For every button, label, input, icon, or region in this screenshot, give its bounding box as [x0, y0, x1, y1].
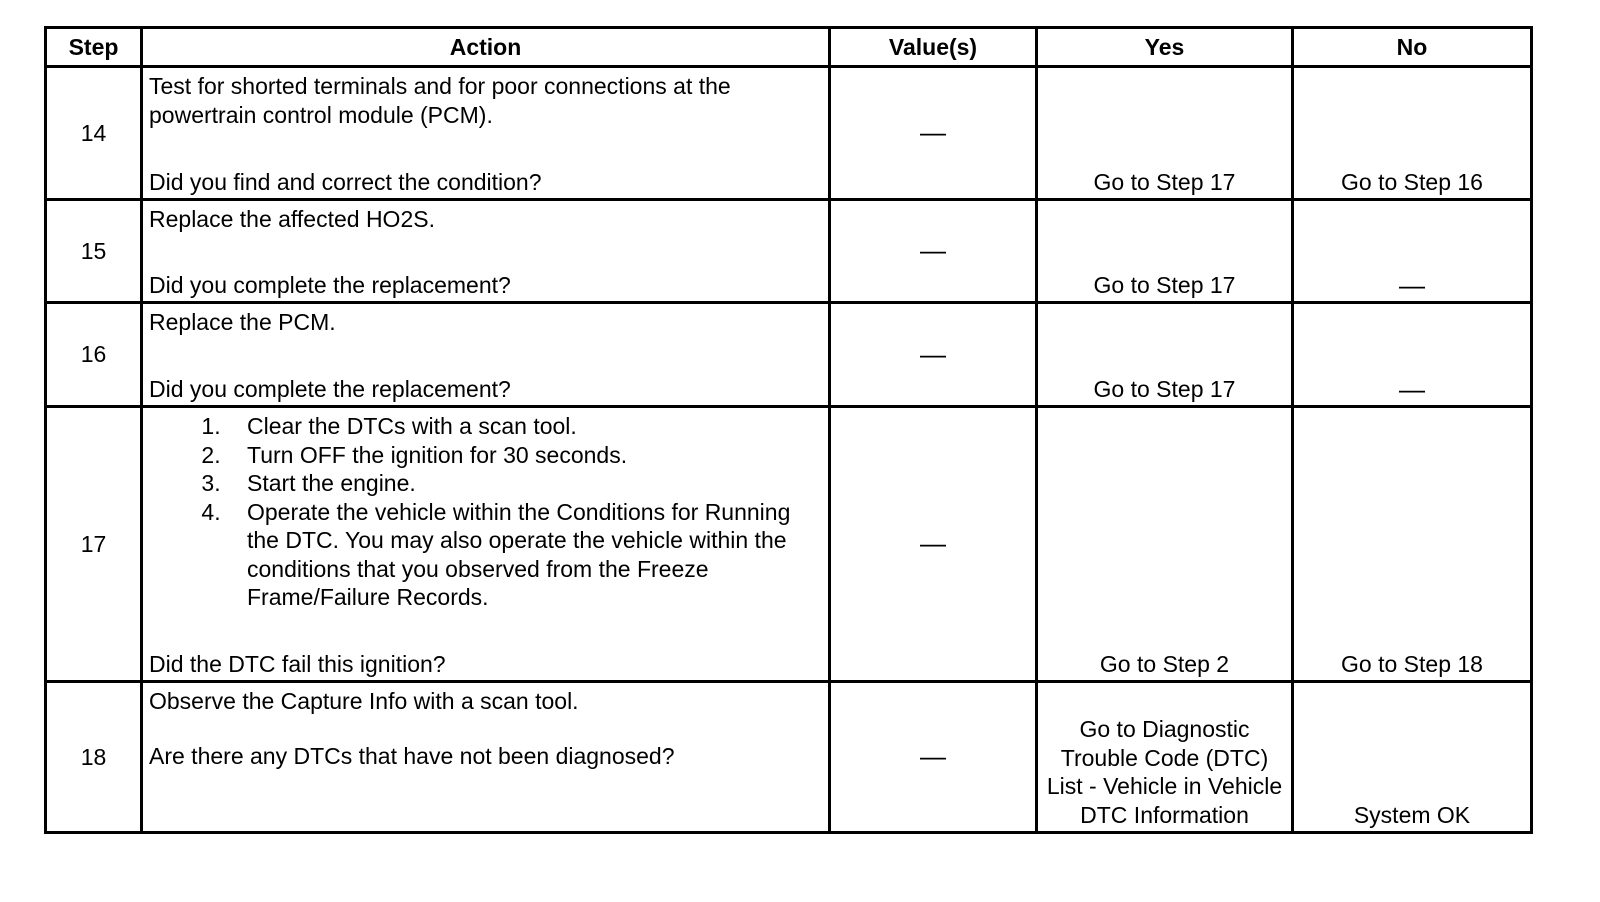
value-dash: — [920, 235, 946, 266]
no-cell [1293, 682, 1532, 833]
value-cell [830, 200, 1037, 303]
value-dash: — [920, 741, 946, 772]
diagnostic-table [44, 26, 1533, 834]
yes-cell [1037, 682, 1293, 833]
list-item: 2. Turn OFF the ignition for 30 seconds. [227, 441, 822, 470]
header-no: No [1293, 28, 1532, 67]
yes-cell [1037, 303, 1293, 407]
table-row-step-16 [46, 303, 1532, 407]
action-cell [142, 67, 830, 200]
no-cell [1293, 67, 1532, 200]
value-cell [830, 303, 1037, 407]
value-dash: — [920, 338, 946, 369]
action-question: Are there any DTCs that have not been diagnosed? [149, 742, 675, 769]
step-number: 18 [46, 682, 142, 833]
table-row-step-17 [46, 407, 1532, 682]
table-row-step-14 [46, 67, 1532, 200]
list-item: 1. Clear the DTCs with a scan tool. [227, 412, 822, 441]
action-question: Did you complete the replacement? [149, 271, 511, 298]
action-text: Replace the PCM. [149, 309, 336, 335]
no-cell [1293, 200, 1532, 303]
step-number: 14 [46, 67, 142, 200]
yes-cell [1037, 67, 1293, 200]
value-cell [830, 67, 1037, 200]
action-text: Replace the affected HO2S. [149, 206, 435, 232]
action-cell [142, 682, 830, 833]
action-question: Did you find and correct the condition? [149, 168, 542, 195]
list-item: 4. Operate the vehicle within the Conditions for Running the DTC. You may also operate the vehicle within the conditions that you observed from the Freeze Frame/Failure Records. [227, 498, 822, 612]
header-action: Action [142, 28, 830, 67]
no-result: — [1399, 269, 1425, 300]
no-result: Go to Step 18 [1341, 650, 1483, 677]
yes-cell [1037, 200, 1293, 303]
no-result: — [1399, 373, 1425, 404]
list-item: 3. Start the engine. [227, 469, 822, 498]
step-number: 16 [46, 303, 142, 407]
header-yes: Yes [1037, 28, 1293, 67]
action-text: Test for shorted terminals and for poor connections at the powertrain control module (PCM). [149, 73, 731, 128]
action-cell [142, 407, 830, 682]
value-cell [830, 682, 1037, 833]
header-step: Step [46, 28, 142, 67]
yes-result: Go to Diagnostic Trouble Code (DTC) List - Vehicle in Vehicle DTC Information [1046, 716, 1283, 828]
value-dash: — [920, 117, 946, 148]
yes-result: Go to Step 17 [1093, 375, 1236, 402]
action-question: Did you complete the replacement? [149, 375, 511, 402]
value-cell [830, 407, 1037, 682]
table-row-step-15 [46, 200, 1532, 303]
action-cell [142, 303, 830, 407]
action-question: Did the DTC fail this ignition? [149, 650, 446, 677]
yes-result: Go to Step 2 [1099, 650, 1230, 677]
action-text: Observe the Capture Info with a scan tool. [149, 688, 579, 714]
action-cell [142, 200, 830, 303]
header-row [46, 28, 1532, 67]
step-number: 15 [46, 200, 142, 303]
no-cell [1293, 303, 1532, 407]
no-result: Go to Step 16 [1341, 168, 1483, 195]
no-result: System OK [1353, 801, 1471, 828]
no-cell [1293, 407, 1532, 682]
action-steps-list [149, 412, 822, 612]
table-row-step-18 [46, 682, 1532, 833]
header-values: Value(s) [830, 28, 1037, 67]
yes-result: Go to Step 17 [1093, 168, 1236, 195]
value-dash: — [920, 528, 946, 559]
step-number: 17 [46, 407, 142, 682]
yes-result: Go to Step 17 [1093, 271, 1236, 298]
yes-cell [1037, 407, 1293, 682]
